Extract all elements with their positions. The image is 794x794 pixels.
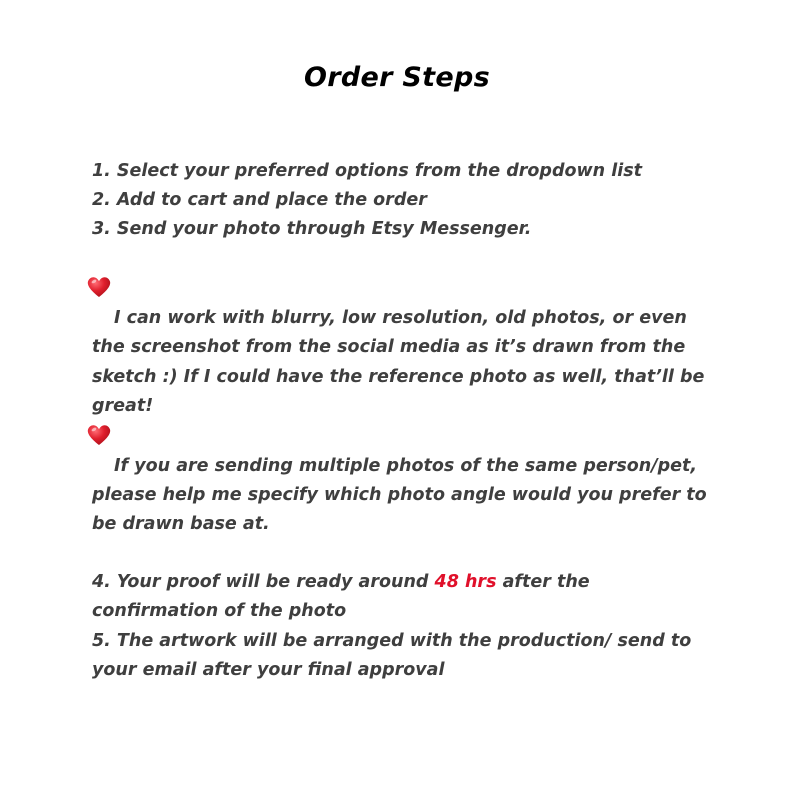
heart-icon	[86, 275, 112, 299]
page-title: Order Steps	[304, 62, 490, 93]
step-2: 2. Add to cart and place the order	[92, 190, 427, 210]
note-2-line-3: be drawn base at.	[92, 514, 270, 534]
note-2-line-1: If you are sending multiple photos of the same person/pet,	[114, 456, 698, 476]
step-5-line-2: your email after your final approval	[92, 660, 445, 680]
note-2-line-2: please help me specify which photo angle would you prefer to	[92, 485, 707, 505]
step-4-highlight: 48 hrs	[434, 572, 497, 592]
step-4-before: 4. Your proof will be ready around	[92, 572, 435, 592]
note-1-line-4: great!	[92, 396, 154, 416]
step-5-line-1: 5. The artwork will be arranged with the production/ send to	[92, 631, 692, 651]
heart-icon	[86, 423, 112, 447]
step-4-after: after the	[496, 572, 590, 592]
note-1-line-3: sketch :) If I could have the reference photo as well, that’ll be	[92, 367, 705, 387]
note-1-line-2: the screenshot from the social media as it’s drawn from the	[92, 337, 686, 357]
step-4-line-2: confirmation of the photo	[92, 601, 347, 621]
step-1: 1. Select your preferred options from the dropdown list	[92, 161, 642, 181]
note-1-line-1: I can work with blurry, low resolution, old photos, or even	[114, 308, 687, 328]
step-3: 3. Send your photo through Etsy Messenger.	[92, 219, 532, 239]
